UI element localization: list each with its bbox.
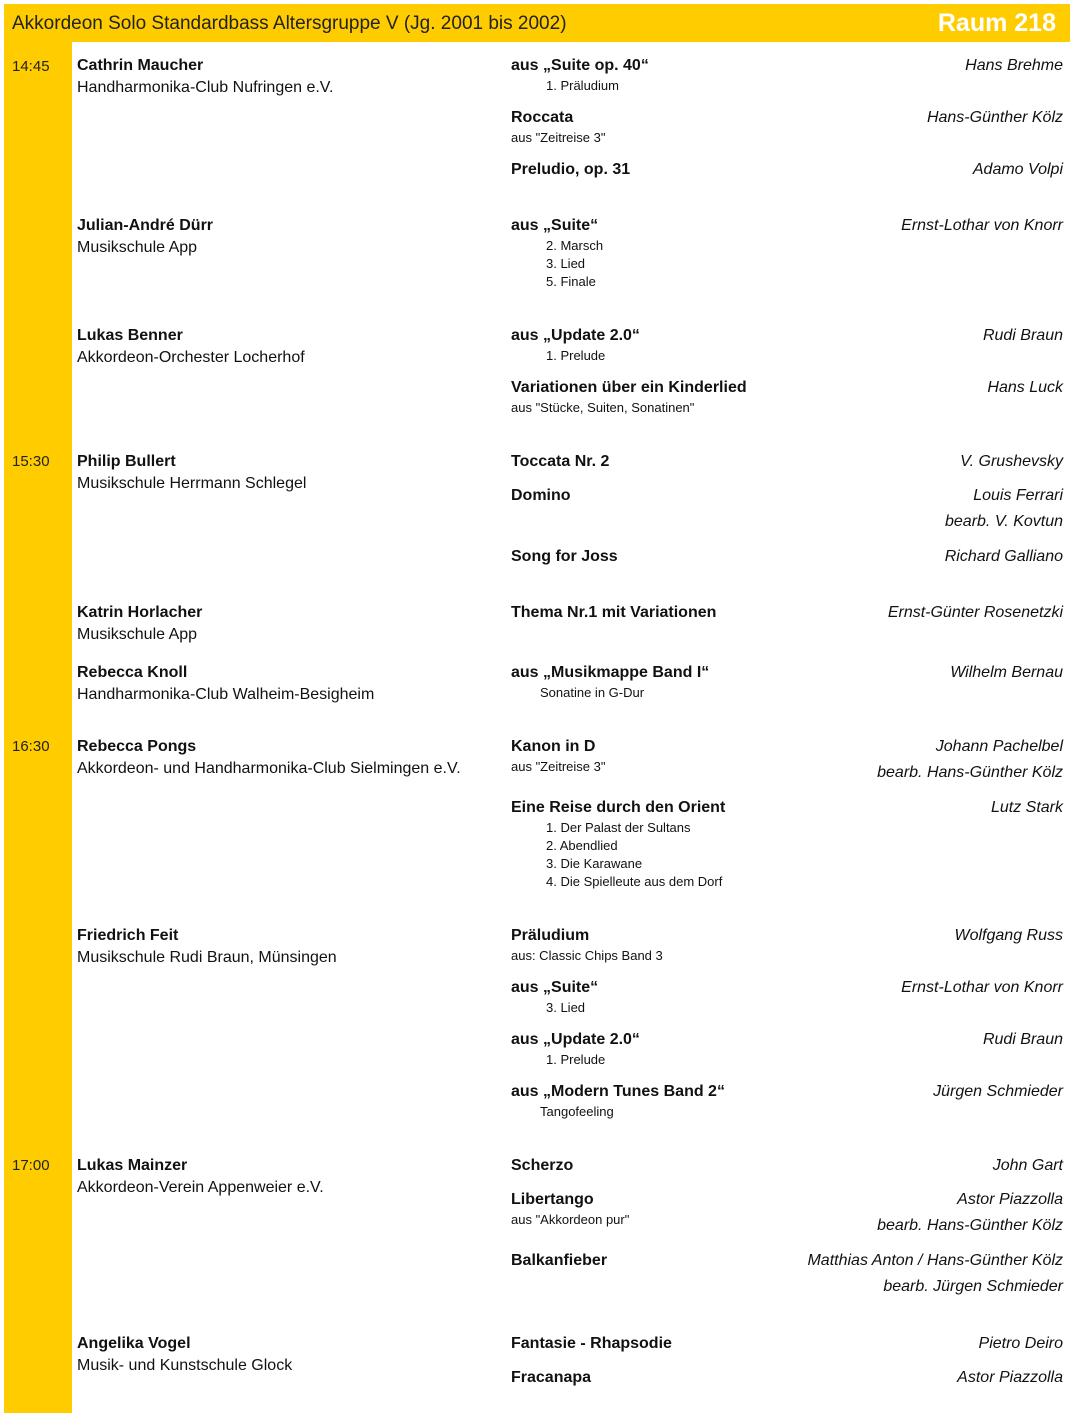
piece-title: Eine Reise durch den Orient <box>511 799 726 816</box>
participant-club: Akkordeon- und Handharmonika-Club Sielmingen e.V. <box>77 760 461 777</box>
participant-club: Musikschule Herrmann Schlegel <box>77 475 307 492</box>
piece-title: Fracanapa <box>511 1369 592 1386</box>
piece-movement: 3. Lied <box>546 1000 586 1015</box>
composer: Adamo Volpi <box>972 161 1063 178</box>
piece-movement: Sonatine in G-Dur <box>540 685 645 700</box>
participant-name: Friedrich Feit <box>77 927 179 944</box>
time-slot: 17:00 <box>12 1157 50 1174</box>
arranger: bearb. V. Kovtun <box>945 513 1063 530</box>
piece-title: Balkanfieber <box>511 1252 608 1269</box>
composer: Ernst-Lothar von Knorr <box>901 979 1063 996</box>
piece-title: Roccata <box>511 109 574 126</box>
piece-title: aus „Suite“ <box>511 217 599 234</box>
piece-source: aus "Stücke, Suiten, Sonatinen" <box>511 400 695 415</box>
composer: Astor Piazzolla <box>957 1191 1063 1208</box>
piece-source: aus "Zeitreise 3" <box>511 759 606 774</box>
piece-movement: 2. Marsch <box>546 238 604 253</box>
piece-title: aus „Musikmappe Band I“ <box>511 664 710 681</box>
piece-title: Toccata Nr. 2 <box>511 453 610 470</box>
piece-movement: 2. Abendlied <box>546 838 618 853</box>
piece-movement: 1. Prelude <box>546 1052 606 1067</box>
composer: Johann Pachelbel <box>935 738 1063 755</box>
piece-title: aus „Update 2.0“ <box>511 1031 640 1048</box>
time-slot: 16:30 <box>12 738 50 755</box>
arranger: bearb. Jürgen Schmieder <box>883 1278 1063 1295</box>
participant-name: Katrin Horlacher <box>77 604 203 621</box>
composer: Astor Piazzolla <box>957 1369 1063 1386</box>
page-title: Akkordeon Solo Standardbass Altersgruppe V (Jg. 2001 bis 2002) <box>12 13 567 34</box>
composer: Ernst-Günter Rosenetzki <box>887 604 1063 621</box>
participant-club: Musikschule App <box>77 626 198 643</box>
piece-title: aus „Update 2.0“ <box>511 327 640 344</box>
room-label: Raum 218 <box>937 9 1056 37</box>
time-slot: 14:45 <box>12 58 50 75</box>
piece-title: Domino <box>511 487 571 504</box>
piece-title: Kanon in D <box>511 738 596 755</box>
time-slot: 15:30 <box>12 453 50 470</box>
participant-name: Cathrin Maucher <box>77 57 204 74</box>
participant-club: Handharmonika-Club Walheim-Besigheim <box>77 686 375 703</box>
composer: Hans Brehme <box>965 57 1063 74</box>
piece-title: Song for Joss <box>511 548 618 565</box>
participant-club: Handharmonika-Club Nufringen e.V. <box>77 79 334 96</box>
piece-title: Fantasie - Rhapsodie <box>511 1335 672 1352</box>
piece-source: aus: Classic Chips Band 3 <box>511 948 663 963</box>
composer: V. Grushevsky <box>960 453 1063 470</box>
composer: Hans Luck <box>987 379 1063 396</box>
composer: Hans-Günther Kölz <box>926 109 1063 126</box>
piece-title: Preludio, op. 31 <box>511 161 631 178</box>
participant-name: Lukas Mainzer <box>77 1157 188 1174</box>
piece-title: Variationen über ein Kinderlied <box>511 379 747 396</box>
composer: Lutz Stark <box>990 799 1063 816</box>
participant-name: Rebecca Pongs <box>77 738 197 755</box>
composer: Rudi Braun <box>982 327 1063 344</box>
piece-movement: 1. Präludium <box>546 78 619 93</box>
composer: Jürgen Schmieder <box>933 1083 1063 1100</box>
piece-title: Scherzo <box>511 1157 574 1174</box>
participant-club: Akkordeon-Verein Appenweier e.V. <box>77 1179 324 1196</box>
piece-movement: 1. Der Palast der Sultans <box>546 820 691 835</box>
piece-title: aus „Suite“ <box>511 979 599 996</box>
composer: John Gart <box>992 1157 1063 1174</box>
composer: Wilhelm Bernau <box>950 664 1063 681</box>
piece-title: aus „Modern Tunes Band 2“ <box>511 1083 725 1100</box>
piece-source: aus "Zeitreise 3" <box>511 130 606 145</box>
arranger: bearb. Hans-Günther Kölz <box>877 1217 1063 1234</box>
composer: Richard Galliano <box>944 548 1063 565</box>
piece-movement: 1. Prelude <box>546 348 606 363</box>
participant-club: Musikschule App <box>77 239 198 256</box>
participant-club: Musikschule Rudi Braun, Münsingen <box>77 949 337 966</box>
participant-name: Rebecca Knoll <box>77 664 188 681</box>
participant-club: Akkordeon-Orchester Locherhof <box>77 349 305 366</box>
participant-club: Musik- und Kunstschule Glock <box>77 1357 293 1374</box>
piece-movement: 4. Die Spielleute aus dem Dorf <box>546 874 723 889</box>
piece-movement: 3. Die Karawane <box>546 856 643 871</box>
participant-name: Philip Bullert <box>77 453 176 470</box>
composer: Matthias Anton / Hans-Günther Kölz <box>807 1252 1063 1269</box>
piece-source: aus "Akkordeon pur" <box>511 1212 630 1227</box>
participant-name: Julian-André Dürr <box>77 217 214 234</box>
composer: Pietro Deiro <box>978 1335 1063 1352</box>
composer: Louis Ferrari <box>973 487 1063 504</box>
piece-title: Thema Nr.1 mit Variationen <box>511 604 717 621</box>
piece-movement: Tangofeeling <box>540 1104 614 1119</box>
arranger: bearb. Hans-Günther Kölz <box>877 764 1063 781</box>
piece-movement: 5. Finale <box>546 274 596 289</box>
piece-title: aus „Suite op. 40“ <box>511 57 649 74</box>
piece-title: Präludium <box>511 927 590 944</box>
participant-name: Angelika Vogel <box>77 1335 191 1352</box>
piece-movement: 3. Lied <box>546 256 586 271</box>
composer: Rudi Braun <box>982 1031 1063 1048</box>
participant-name: Lukas Benner <box>77 327 183 344</box>
piece-title: Libertango <box>511 1191 594 1208</box>
composer: Wolfgang Russ <box>954 927 1063 944</box>
composer: Ernst-Lothar von Knorr <box>901 217 1063 234</box>
